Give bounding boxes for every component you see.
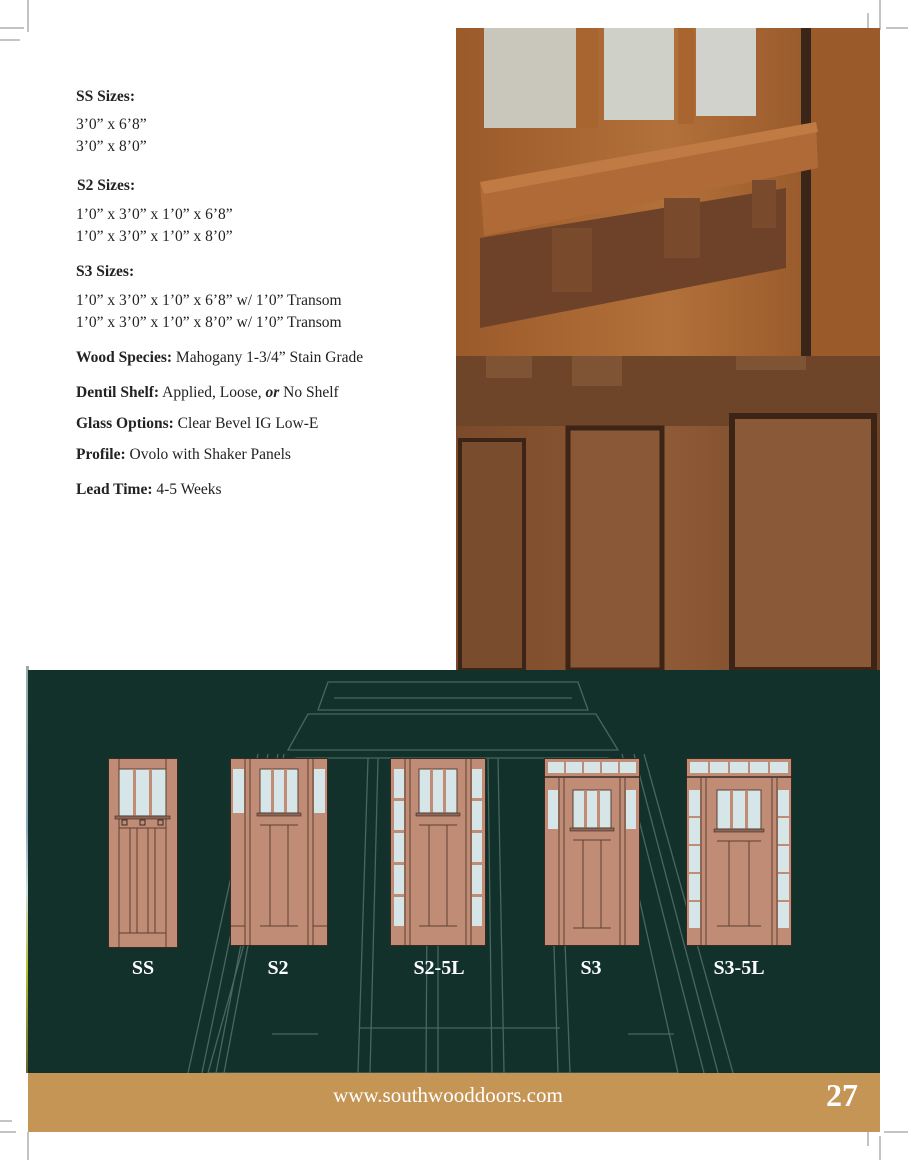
ss-size: 3’0” x 6’8” (76, 116, 147, 133)
s2-sizes-heading: S2 Sizes: (77, 177, 136, 194)
door-label-ss: SS (131, 957, 155, 979)
lead-time-label: Lead Time: (76, 481, 153, 498)
s3-size: 1’0” x 3’0” x 1’0” x 8’0” w/ 1’0” Transom (76, 314, 342, 331)
dentil-shelf-value: Applied, Loose, (162, 384, 262, 401)
website-link[interactable]: www.southwooddoors.com (333, 1083, 563, 1107)
wood-species-row (76, 347, 363, 369)
crop-mark (0, 39, 20, 41)
crop-mark (27, 0, 29, 32)
page-number: 27 (826, 1077, 858, 1113)
crop-mark (0, 1120, 12, 1122)
profile-value: Ovolo with Shaker Panels (129, 446, 291, 463)
dentil-shelf-row (76, 382, 339, 404)
door-ss-illustration (108, 758, 178, 948)
door-style-panel (28, 670, 880, 1073)
s3-sizes-heading: S3 Sizes: (76, 263, 135, 280)
crop-mark (879, 0, 881, 30)
profile-label: Profile: (76, 446, 126, 463)
crop-mark (0, 27, 24, 29)
profile-row (76, 444, 291, 466)
dentil-shelf-value-end: No Shelf (283, 384, 339, 401)
door-s3-5l-illustration (686, 758, 792, 946)
s3-size: 1’0” x 3’0” x 1’0” x 6’8” w/ 1’0” Transom (76, 292, 342, 309)
wood-species-value: Mahogany 1-3/4” Stain Grade (175, 349, 364, 366)
crop-mark (884, 1131, 908, 1133)
s2-size: 1’0” x 3’0” x 1’0” x 6’8” (76, 206, 233, 223)
lead-time-value: 4-5 Weeks (156, 481, 222, 498)
door-s3-illustration (544, 758, 640, 946)
crop-mark (879, 1136, 881, 1160)
page-footer (28, 1073, 880, 1132)
dentil-shelf-label: Dentil Shelf: (76, 384, 160, 401)
ss-size: 3’0” x 8’0” (76, 138, 147, 155)
door-label-s2: S2 (267, 957, 289, 979)
s2-size: 1’0” x 3’0” x 1’0” x 8’0” (76, 228, 233, 245)
crop-mark (0, 1131, 16, 1133)
door-label-s3-5l: S3-5L (713, 957, 765, 979)
door-s2-5l-illustration (390, 758, 486, 946)
glass-options-row (76, 413, 318, 435)
glass-options-value: Clear Bevel IG Low-E (177, 415, 319, 432)
door-label-s2-5l: S2-5L (413, 957, 465, 979)
crop-mark (886, 27, 908, 29)
door-s2-illustration (230, 758, 328, 946)
door-label-s3: S3 (580, 957, 602, 979)
ss-sizes-heading: SS Sizes: (76, 88, 135, 105)
product-photo (456, 28, 880, 670)
wood-species-label: Wood Species: (76, 349, 173, 366)
dentil-shelf-or: or (265, 384, 280, 401)
glass-options-label: Glass Options: (76, 415, 174, 432)
lead-time-row (76, 479, 222, 501)
crop-mark (27, 1132, 29, 1160)
